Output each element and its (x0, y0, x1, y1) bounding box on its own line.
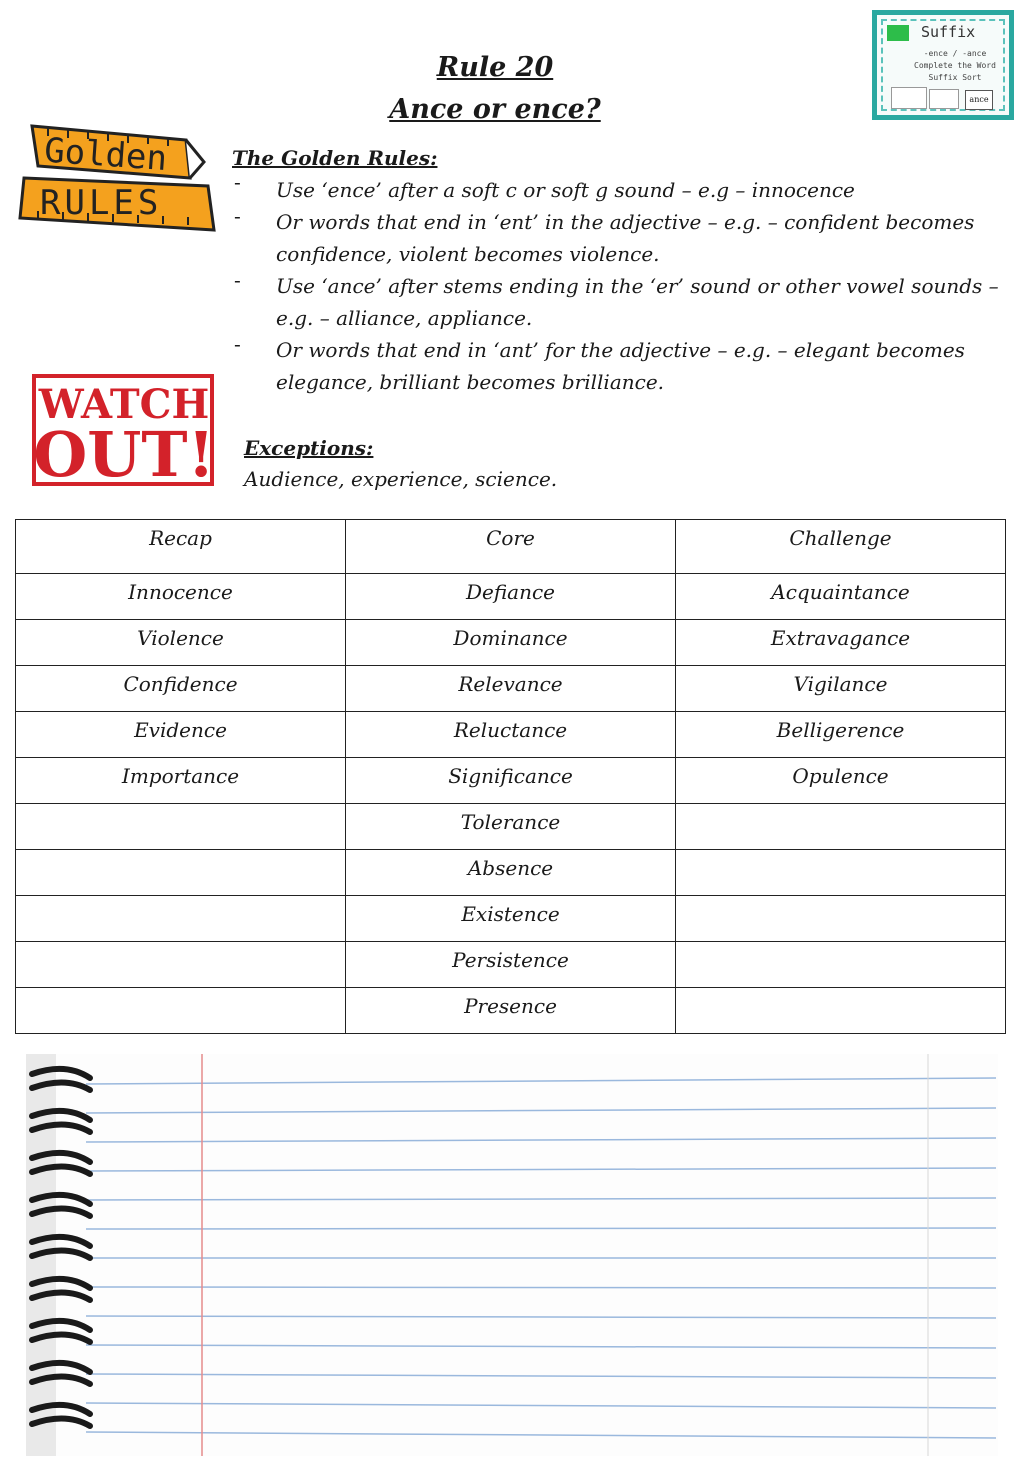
table-row (16, 988, 1006, 1034)
watch-out-badge (30, 372, 218, 490)
word-cell-recap: Evidence (16, 712, 346, 758)
exceptions-list: Audience, experience, science. (244, 467, 558, 491)
table-header-row (16, 520, 1006, 574)
golden-rules-heading: The Golden Rules: (232, 146, 438, 170)
exceptions-heading: Exceptions: (244, 436, 374, 460)
word-cell-core: Dominance (346, 620, 676, 666)
word-cell-core: Relevance (346, 666, 676, 712)
green-tag-icon (887, 25, 909, 41)
table-row (16, 942, 1006, 988)
word-cell-recap: Confidence (16, 666, 346, 712)
word-cell-core: Defiance (346, 574, 676, 620)
table-row (16, 712, 1006, 758)
worksheet-card-icon (929, 89, 959, 109)
word-cell-challenge: Extravagance (676, 620, 1006, 666)
word-cell-challenge: Opulence (676, 758, 1006, 804)
thumbnail-badge: ance (965, 90, 993, 110)
word-cell-recap (16, 850, 346, 896)
golden-rule-1: Use ‘ence’ after a soft c or soft g sound – e.g – innocence (276, 178, 855, 202)
rules-word: RULES (40, 183, 163, 223)
watch-word: WATCH (38, 381, 210, 428)
column-header-recap: Recap (16, 520, 346, 574)
worksheet-card-icon (891, 87, 927, 109)
thumbnail-line3: Suffix Sort (928, 73, 982, 82)
golden-rule-3: Use ‘ance’ after stems ending in the ‘er’ sound or other vowel sounds – e.g. – alliance, appliance. (276, 274, 999, 330)
word-cell-challenge (676, 942, 1006, 988)
bullet-dash: - (234, 170, 241, 194)
word-cell-recap (16, 804, 346, 850)
table-row (16, 850, 1006, 896)
thumbnail-title: Suffix (921, 23, 976, 41)
column-header-core: Core (346, 520, 676, 574)
word-cell-recap: Innocence (16, 574, 346, 620)
spelling-word-table (15, 519, 1006, 1034)
rule-title: Rule 20 (436, 52, 554, 83)
word-cell-core: Existence (346, 896, 676, 942)
word-cell-challenge: Belligerence (676, 712, 1006, 758)
suffix-resource-thumbnail (872, 10, 1014, 120)
word-cell-challenge (676, 804, 1006, 850)
word-cell-recap: Violence (16, 620, 346, 666)
thumbnail-line2: Complete the Word (914, 61, 996, 70)
word-cell-core: Tolerance (346, 804, 676, 850)
column-header-challenge: Challenge (676, 520, 1006, 574)
rule-question: Ance or ence? (389, 94, 601, 125)
table-row (16, 666, 1006, 712)
bullet-dash: - (234, 332, 241, 356)
table-row (16, 804, 1006, 850)
golden-rule-2: Or words that end in ‘ent’ in the adjective – e.g. – confident becomes confidence, violent becomes violence. (276, 210, 975, 266)
word-cell-core: Reluctance (346, 712, 676, 758)
thumbnail-line1: -ence / -ance (923, 49, 987, 58)
word-cell-challenge: Vigilance (676, 666, 1006, 712)
word-cell-recap: Importance (16, 758, 346, 804)
golden-rule-4: Or words that end in ‘ant’ for the adjective – e.g. – elegant becomes elegance, brilliant becomes brilliance. (276, 338, 965, 394)
word-cell-core: Presence (346, 988, 676, 1034)
table-row (16, 574, 1006, 620)
word-cell-core: Significance (346, 758, 676, 804)
word-cell-challenge (676, 896, 1006, 942)
word-cell-recap (16, 942, 346, 988)
golden-word: Golden (42, 130, 169, 180)
word-cell-challenge: Acquaintance (676, 574, 1006, 620)
golden-rules-badge (18, 118, 218, 238)
table-row (16, 896, 1006, 942)
out-word: OUT! (33, 418, 215, 490)
table-row (16, 620, 1006, 666)
word-cell-challenge (676, 850, 1006, 896)
bullet-dash: - (234, 268, 241, 292)
word-cell-recap (16, 988, 346, 1034)
word-cell-core: Absence (346, 850, 676, 896)
word-cell-core: Persistence (346, 942, 676, 988)
lined-notebook-paper (26, 1054, 998, 1456)
word-cell-recap (16, 896, 346, 942)
word-cell-challenge (676, 988, 1006, 1034)
bullet-dash: - (234, 204, 241, 228)
table-row (16, 758, 1006, 804)
